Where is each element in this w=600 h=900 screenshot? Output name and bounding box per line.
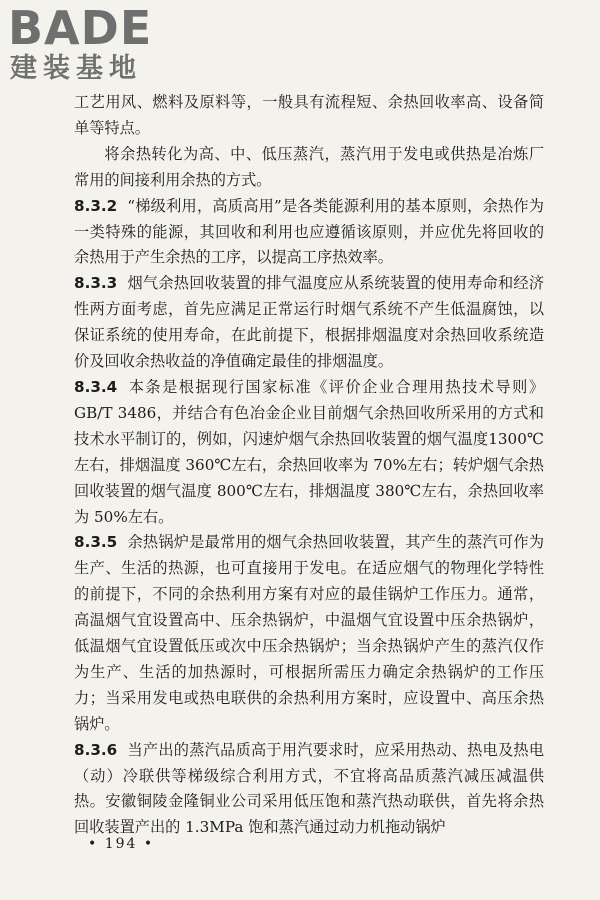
logo-subtitle: 建装基地: [10, 53, 142, 84]
document-body: [74, 90, 544, 841]
paragraph-text: 本条是根据现行国家标准《评价企业合理用热技术导则》GB/T 3486，并结合有色冶金企业目前烟气余热回收所采用的方式和技术水平制订的，例如，闪速炉烟气余热回收装置的烟气温度1300℃左右，排烟温度 360℃左右，余热回收率为 70%左右；转炉烟气余热回收装置的烟气温度 800℃左右，排烟温度 380℃左右，余热回收率为 50%左右。: [74, 377, 544, 526]
paragraph-text: “梯级利用，高质高用”是各类能源利用的基本原则，余热作为一类特殊的能源，其回收和利用也应遵循该原则，并应优先将回收的余热用于产生余热的工序，以提高工序热效率。: [74, 196, 544, 267]
page-number: • 194 •: [88, 836, 155, 852]
section-8-3-6: [74, 738, 544, 842]
section-8-3-2: [74, 194, 544, 272]
paragraph-text: 当产出的蒸汽品质高于用汽要求时，应采用热动、热电及热电（动）冷联供等梯级综合利用方式，不宜将高品质蒸汽减压减温供热。安徽铜陵金隆铜业公司采用低压饱和蒸汽热动联供，首先将余热回收装置产出的 1.3MPa 饱和蒸汽通过动力机拖动锅炉: [74, 740, 544, 837]
section-number: 8.3.6: [74, 740, 118, 759]
section-8-3-4: [74, 375, 544, 530]
section-number: 8.3.3: [74, 274, 118, 293]
section-number: 8.3.5: [74, 533, 118, 552]
logo-brand: BADE: [8, 1, 153, 55]
bade-logo: [8, 1, 178, 90]
section-8-3-3: [74, 271, 544, 375]
section-number: 8.3.2: [74, 196, 118, 215]
section-8-3-5: [74, 530, 544, 737]
paragraph-text: 将余热转化为高、中、低压蒸汽，蒸汽用于发电或供热是冶炼厂常用的间接利用余热的方式。: [74, 144, 544, 189]
section-number: 8.3.4: [74, 377, 118, 396]
paragraph-text: 工艺用风、燃料及原料等，一般具有流程短、余热回收率高、设备简单等特点。: [74, 93, 544, 137]
paragraph-text: 烟气余热回收装置的排气温度应从系统装置的使用寿命和经济性两方面考虑，首先应满足正常运行时烟气系统不产生低温腐蚀，以保证系统的使用寿命，在此前提下，根据排烟温度对余热回收系统造价及回收余热收益的净值确定最佳的排烟温度。: [74, 274, 544, 371]
paragraph: [74, 142, 544, 194]
paragraph: [74, 90, 544, 142]
paragraph-text: 余热锅炉是最常用的烟气余热回收装置，其产生的蒸汽可作为生产、生活的热源，也可直接用于发电。在适应烟气的物理化学特性的前提下，不同的余热利用方案有对应的最佳锅炉工作压力。通常，高温烟气宜设置高中、压余热锅炉，中温烟气宜设置中压余热锅炉，低温烟气宜设置低压或次中压余热锅炉；当余热锅炉产生的蒸汽仅作为生产、生活的加热源时，可根据所需压力确定余热锅炉的工作压力；当采用发电或热电联供的余热利用方案时，应设置中、高压余热锅炉。: [74, 533, 544, 733]
